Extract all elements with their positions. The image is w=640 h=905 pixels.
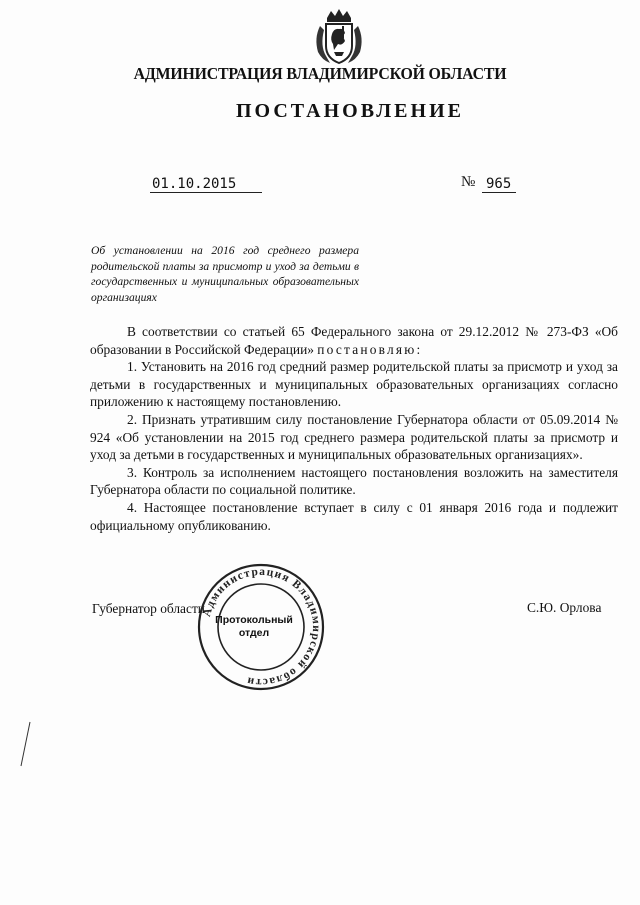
signatory-title: Губернатор области [92,601,205,616]
number-underline [482,192,516,193]
intro-paragraph [90,323,618,358]
item-1: 1. Установить на 2016 год средний размер родительской платы за присмотр и уход за детьми в государственных и муниципальных образовательных организациях согласно приложению к настоящему постановлению. [90,359,618,410]
item-2: 2. Признать утратившим силу постановление Губернатора области от 05.09.2014 № 924 «Об установлении на 2015 год среднего размера родительской платы за присмотр и уход за детьми в государственных и муниципальных образовательных организациях». [90,411,618,463]
number-sign: № [461,174,476,190]
stamp-center-line-1: Протокольный [215,614,293,626]
document-date: 01.10.2015 [152,176,237,192]
stamp-center-text [210,614,298,640]
document-subject: Об установлении на 2016 год среднего размера родительской платы за присмотр и уход за детьми в государственных и муниципальных образовательных организациях [91,244,359,304]
organization-name: АДМИНИСТРАЦИЯ ВЛАДИМИРСКОЙ ОБЛАСТИ [133,64,507,83]
document-body [90,323,618,534]
intro-text: В соответствии со статьей 65 Федерального закона от 29.12.2012 № 273-ФЗ «Об образовании в Российской Федерации» [90,324,618,357]
stamp-center-line-2: отдел [238,627,270,639]
date-underline [150,192,262,193]
document-number: 965 [486,176,512,192]
item-4: 4. Настоящее постановление вступает в силу с 01 января 2016 года и подлежит официальному опубликованию. [90,499,618,533]
document-type-title: ПОСТАНОВЛЕНИЕ [236,100,464,122]
margin-mark [18,720,32,768]
coat-of-arms-icon [312,8,366,66]
item-3: 3. Контроль за исполнением настоящего постановления возложить на заместителя Губернатора области по социальной политике. [90,464,618,498]
stamp-ring-text: Администрация Владимирской области [201,565,323,689]
signatory-name: С.Ю. Орлова [527,600,602,615]
decree-word: постановляю: [317,341,423,357]
